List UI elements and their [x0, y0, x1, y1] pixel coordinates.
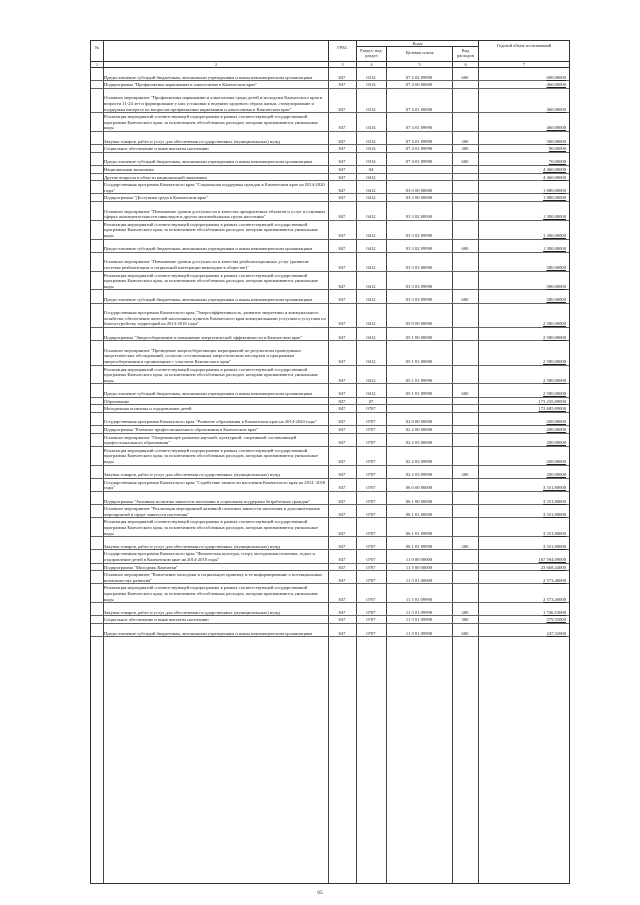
row-name: Молодежная политика и оздоровление детей [104, 406, 192, 412]
row-amount: 167 594,09000 [538, 556, 566, 562]
row-expense-type: 300 [461, 617, 469, 623]
row-name: Подпрограмма "Доступная среда в Камчатском крае" [104, 195, 209, 201]
table-row [91, 89, 569, 113]
table-row [91, 81, 569, 89]
row-razdel: 0314 [366, 74, 376, 80]
table-row [91, 616, 569, 624]
row-grbs: 847 [338, 459, 346, 464]
colnum-6: 6 [452, 62, 478, 68]
table-row [91, 328, 569, 341]
row-grbs: 847 [338, 390, 346, 396]
row-amount: 3 331,80000 [543, 530, 566, 536]
row-target-article: 02 2 03 09990 [405, 459, 433, 464]
row-name: Основное мероприятие "Опережающее развитие научной, культурной, спортивной составляющей профессионального образования" [104, 434, 297, 446]
row-amount: 3 331,80000 [543, 511, 566, 517]
row-razdel: 0412 [366, 334, 376, 340]
table-row [91, 153, 569, 166]
header-cs: Целевая статья [386, 47, 452, 62]
table-row [91, 174, 569, 182]
table-row [91, 384, 569, 397]
row-razdel: 0707 [366, 617, 376, 623]
table-row [91, 166, 569, 174]
row-name: Закупка товаров, работ и услуг для обеспечения государственных (муниципальных) нужд [104, 543, 280, 549]
table-row [91, 405, 569, 413]
row-name: Государственная программа Камчатского края "Физическая культура, спорт, молодежная политика, отдых и оздоровление детей в Камчатском крае на 2014-2018 годы" [104, 551, 315, 562]
row-target-article: 11 5 01 00000 [405, 577, 433, 583]
row-name: Подпрограмма "Молодежь Камчатки" [104, 564, 179, 570]
row-expense-type: 600 [461, 630, 469, 636]
table-row [91, 240, 569, 253]
row-name: Предоставление субсидий бюджетным, автономным учреждениям и иным некоммерческим организациям [104, 246, 313, 252]
row-razdel: 0707 [366, 556, 376, 562]
row-grbs: 847 [338, 146, 346, 152]
row-amount: 1 300,00000 [543, 233, 566, 238]
row-target-article: 07 4 01 09990 [405, 138, 433, 144]
row-amount: 2 580,00000 [543, 390, 566, 396]
row-name: Социальное обеспечение и иные выплаты населению [104, 617, 209, 623]
row-expense-type: 300 [461, 146, 469, 152]
row-name: Реализация мероприятий соответствующей подпрограммы в рамках соответствующей государственной программы Камчатского края, за исключением обособленных расходов, которым присваиваются уникальные коды [104, 114, 318, 131]
table-row [91, 194, 569, 202]
row-target-article: 06 1 01 09990 [405, 530, 433, 536]
row-razdel: 0412 [366, 233, 376, 238]
table-row [91, 113, 569, 132]
row-razdel: 0412 [366, 321, 376, 327]
budget-table [90, 68, 570, 884]
row-amount: 580,00000 [546, 265, 566, 270]
row-grbs: 847 [338, 377, 346, 383]
row-name: Подпрограмма "Энергосбережение и повышение энергетической эффективности в Камчатском крае" [104, 334, 303, 340]
table-row [91, 181, 569, 194]
row-razdel: 0412 [366, 296, 376, 302]
row-target-article: 02 0 00 00000 [405, 419, 433, 425]
row-amount: 2 580,00000 [543, 377, 566, 383]
row-target-article: 05 1 01 09990 [405, 390, 433, 396]
row-target-article: 11 5 00 00000 [405, 564, 433, 570]
header-num: № [94, 45, 100, 50]
row-grbs: 847 [338, 159, 346, 165]
row-amount: 3 331,80000 [543, 543, 566, 549]
row-expense-type: 200 [461, 543, 469, 549]
row-amount: 1 300,00000 [543, 246, 566, 252]
row-name: Образование [104, 398, 130, 404]
row-target-article: 02 2 03 00000 [405, 440, 433, 446]
header-vr: Вид расходов [452, 47, 478, 62]
row-name: Основное мероприятие "Реализация мероприятий активной политики занятости населения и дополнительных мероприятий в сфере занятости населения" [104, 506, 321, 517]
colnum-3: 3 [328, 62, 356, 68]
row-name: Предоставление субсидий бюджетным, автономным учреждениям и иным некоммерческим организациям [104, 296, 313, 302]
row-target-article: 03 3 02 09990 [405, 246, 433, 252]
table-row [91, 603, 569, 616]
row-grbs: 847 [338, 530, 346, 536]
row-grbs: 847 [338, 498, 346, 504]
table-row [91, 202, 569, 221]
table-row [91, 145, 569, 153]
row-grbs: 847 [338, 577, 346, 583]
page-number: 65 [317, 890, 323, 896]
row-amount: 460,00000 [546, 106, 566, 112]
row-amount: 580,00000 [546, 296, 566, 302]
row-name: Основное мероприятие "Проведение энергосберегающих мероприятий по результатам проведенных энергетических обследований, согласно составленным энергетическим паспортам и программам энергосбережения в организациях с участием Камчатского края" [104, 347, 301, 364]
table-row [91, 550, 569, 563]
table-row [91, 564, 569, 572]
row-target-article: 03 3 03 09990 [405, 296, 433, 302]
row-amount: 70,00000 [548, 159, 566, 165]
row-grbs: 847 [338, 214, 346, 220]
row-grbs: 847 [338, 556, 346, 562]
row-razdel: 0707 [366, 577, 376, 583]
row-grbs: 847 [338, 167, 346, 172]
row-grbs: 847 [338, 125, 346, 131]
row-razdel: 0412 [366, 265, 376, 270]
row-razdel: 0314 [366, 159, 376, 165]
table-row [91, 426, 569, 434]
row-amount: 600,00000 [546, 74, 566, 80]
row-grbs: 847 [338, 617, 346, 623]
row-name: Другие вопросы в области национальной экономики [104, 174, 207, 180]
row-name: Основное мероприятие "Профилактика наркомании и алкоголизма среди детей и молодежи Камчатского края в возрасти 11-24 лет и формирование у них установки к ведению здорового образа жизни, стимулирование и поддержка интереса по вопросам профилактики наркомании и алкоголизма в Камчатском крае" [104, 95, 323, 112]
row-razdel: 0707 [366, 543, 376, 549]
row-amount: 200,00000 [546, 419, 566, 425]
table-row [91, 272, 569, 291]
row-amount: 247,32000 [546, 630, 566, 636]
row-razdel: 0412 [366, 390, 376, 396]
row-razdel: 0412 [366, 246, 376, 252]
row-amount: 1 880,00000 [543, 195, 566, 201]
table-row [91, 366, 569, 385]
table-row [91, 479, 569, 492]
row-grbs: 847 [338, 296, 346, 302]
header-codes: Коды [356, 41, 478, 47]
table-row [91, 624, 569, 637]
row-grbs: 847 [338, 334, 346, 340]
row-target-article: 02 2 00 00000 [405, 427, 433, 432]
row-expense-type: 600 [461, 390, 469, 396]
colnum-1: 1 [95, 62, 99, 67]
row-razdel: 0707 [366, 630, 376, 636]
colnum-2: 2 [103, 62, 328, 68]
row-name: Предоставление субсидий бюджетным, автономным учреждениям и иным некоммерческим организациям [104, 630, 313, 636]
row-amount: 460,00000 [546, 125, 566, 131]
row-expense-type: 600 [461, 74, 469, 80]
row-name: Основное мероприятие "Повышение уровня доступности и качества приоритетных объектов и услуг в основных сферах жизнедеятельности инвалидов и других маломобильных групп населения" [104, 208, 326, 220]
row-expense-type: 200 [461, 609, 469, 615]
table-row [91, 447, 569, 466]
row-grbs: 847 [338, 427, 346, 432]
row-name: Социальное обеспечение и иные выплаты населению [104, 146, 209, 152]
row-amount: 4 460,00000 [543, 167, 566, 172]
table-row [91, 398, 569, 406]
row-target-article: 07 4 01 09990 [405, 159, 433, 165]
row-razdel: 0707 [366, 498, 376, 504]
row-amount: 90,00000 [548, 146, 566, 152]
row-amount: 2 580,00000 [543, 358, 566, 364]
row-razdel: 0314 [366, 146, 376, 152]
row-grbs: 847 [338, 609, 346, 615]
row-amount: 173 235,89000 [538, 398, 566, 404]
header-razdel: Раздел, под-раздел [356, 47, 386, 62]
header-name [103, 41, 328, 62]
row-grbs: 847 [338, 440, 346, 446]
row-target-article: 11 5 01 09990 [405, 596, 433, 602]
row-razdel: 0707 [366, 406, 376, 412]
row-target-article: 03 3 02 00000 [405, 214, 433, 220]
row-name: Реализация мероприятий соответствующей подпрограммы в рамках соответствующей государственной программы Камчатского края, за исключением обособленных расходов, которым присваиваются уникальные коды [104, 447, 318, 464]
row-amount: 200,00000 [546, 427, 566, 432]
row-name: Предоставление субсидий бюджетным, автономным учреждениям и иным некоммерческим организациям [104, 159, 313, 165]
colnum-5: 5 [386, 62, 452, 68]
row-name: Реализация мероприятий соответствующей подпрограммы в рамках соответствующей государственной программы Камчатского края, за исключением обособленных расходов, которым присваиваются уникальные коды [104, 272, 318, 289]
row-name: Основное мероприятие "Повышение уровня доступности и качества реабилитационных услуг (развитие системы реабилитации и социальной интеграции инвалидов в обществе)" [104, 259, 309, 270]
row-target-article: 03 3 02 09990 [405, 233, 433, 238]
row-expense-type: 200 [461, 472, 469, 478]
row-grbs: 847 [338, 398, 346, 404]
row-grbs: 847 [338, 630, 346, 636]
row-name: Государственная программа Камчатского края "Содействие занятости населения Камчатского края на 2014 -2018 годы" [104, 479, 326, 491]
row-target-article: 03 3 03 00000 [405, 265, 433, 270]
table-row [91, 132, 569, 145]
row-grbs: 847 [338, 74, 346, 80]
row-name: Реализация мероприятий соответствующей подпрограммы в рамках соответствующей государственной программы Камчатского края, за исключением обособленных расходов, которым присваиваются уникальные коды [104, 519, 318, 536]
row-name: Национальная экономика [104, 167, 154, 172]
row-name: Государственная программа Камчатского края "Энергоэффективность, развитие энергетики и коммунального хозяйства, обеспечение жителей населенных пунктов Камчатского края коммунальными услугами и услугами по благоустройству территорий на 2014-2018 годы" [104, 310, 326, 327]
row-target-article: 07 4 01 09990 [405, 146, 433, 152]
row-razdel: 0314 [366, 138, 376, 144]
table-row [91, 466, 569, 479]
row-name: Подпрограмма "Развитие профессионального образования в Камчатском крае" [104, 427, 259, 432]
row-amount: 172 685,89000 [538, 406, 566, 412]
row-amount: 1 300,00000 [543, 214, 566, 220]
row-name: Закупка товаров, работ и услуг для обеспечения государственных (муниципальных) нужд [104, 472, 280, 478]
row-target-article: 03 3 03 09990 [405, 283, 433, 289]
table-row [91, 304, 569, 328]
row-target-article: 11 5 01 09990 [405, 617, 433, 623]
header-sum: Годовой объем ассигнований [478, 41, 569, 62]
table-row [91, 434, 569, 447]
row-razdel: 0314 [366, 82, 376, 88]
table-row [91, 253, 569, 272]
table-row [91, 413, 569, 426]
row-name: Подпрограмма "Активная политика занятости населения и социальная поддержка безработных граждан" [104, 498, 311, 504]
row-amount: 200,00000 [546, 472, 566, 478]
row-razdel: 04 [368, 167, 374, 172]
row-name: Государственная программа Камчатского края "Развитие образования в Камчатском крае на 2014-2020 годы" [104, 419, 318, 425]
row-razdel: 0412 [366, 187, 376, 193]
row-grbs: 847 [338, 406, 346, 412]
row-amount: 200,00000 [546, 440, 566, 446]
row-target-article: 03 0 00 00000 [405, 187, 433, 193]
row-grbs: 847 [338, 419, 346, 425]
row-name: Основное мероприятие "Вовлечение молодежи в социальную практику и ее информирование о потенциальных возможностях развития" [104, 572, 323, 583]
table-row [91, 68, 569, 81]
row-amount: 1 880,00000 [543, 187, 566, 193]
header-grbs: ГРБС [328, 41, 356, 62]
row-target-article: 11 5 01 09990 [405, 609, 433, 615]
row-amount: 2 573,40000 [543, 596, 566, 602]
row-name: Подпрограмма "Профилактика наркомании и алкоголизма в Камчатском крае" [104, 82, 258, 88]
row-grbs: 847 [338, 472, 346, 478]
row-grbs: 847 [338, 233, 346, 238]
row-name: Предоставление субсидий бюджетным, автономным учреждениям и иным некоммерческим организациям [104, 390, 313, 396]
table-header [90, 40, 570, 62]
row-target-article: 06 0 00 00000 [405, 485, 433, 491]
row-amount: 2 573,40000 [543, 577, 566, 583]
row-grbs: 847 [338, 564, 346, 570]
row-razdel: 0707 [366, 564, 376, 570]
row-target-article: 05 1 01 09990 [405, 377, 433, 383]
row-target-article: 07 4 01 00000 [405, 106, 433, 112]
row-razdel: 0707 [366, 459, 376, 464]
row-grbs: 847 [338, 82, 346, 88]
row-razdel: 0707 [366, 609, 376, 615]
row-target-article: 06 1 01 09990 [405, 543, 433, 549]
row-grbs: 847 [338, 543, 346, 549]
row-razdel: 0412 [366, 214, 376, 220]
row-amount: 300,00000 [546, 138, 566, 144]
row-razdel: 0707 [366, 530, 376, 536]
row-razdel: 0412 [366, 174, 376, 180]
row-amount: 460,00000 [546, 82, 566, 88]
colnum-4: 4 [356, 62, 386, 68]
row-razdel: 0707 [366, 596, 376, 602]
row-target-article: 03 3 00 00000 [405, 195, 433, 201]
row-grbs: 847 [338, 321, 346, 327]
row-name: Предоставление субсидий бюджетным, автономным учреждениям и иным некоммерческим организациям [104, 74, 313, 80]
row-expense-type: 600 [461, 296, 469, 302]
row-target-article: 05 1 00 00000 [405, 334, 433, 340]
row-name: Закупка товаров, работ и услуг для обеспечения государственных (муниципальных) нужд [104, 609, 280, 615]
row-razdel: 0707 [366, 511, 376, 517]
row-grbs: 847 [338, 187, 346, 193]
row-target-article: 05 0 00 00000 [405, 321, 433, 327]
row-name: Реализация мероприятий соответствующей подпрограммы в рамках соответствующей государственной программы Камчатского края, за исключением обособленных расходов, которым присваиваются уникальные коды [104, 585, 318, 602]
row-expense-type: 200 [461, 138, 469, 144]
table-row [91, 518, 569, 537]
row-target-article: 05 1 01 00000 [405, 358, 433, 364]
row-grbs: 847 [338, 174, 346, 180]
table-row [91, 290, 569, 303]
row-amount: 2 580,00000 [543, 321, 566, 327]
row-grbs: 847 [338, 265, 346, 270]
table-row [91, 537, 569, 550]
row-target-article: 06 1 01 00000 [405, 511, 433, 517]
table-row [91, 505, 569, 518]
row-amount: 2 580,00000 [543, 334, 566, 340]
row-razdel: 0707 [366, 440, 376, 446]
table-row [91, 571, 569, 584]
row-expense-type: 600 [461, 246, 469, 252]
row-target-article: 07 4 01 09990 [405, 125, 433, 131]
row-grbs: 847 [338, 138, 346, 144]
row-expense-type: 600 [461, 159, 469, 165]
row-name: Государственная программа Камчатского края "Социальная поддержка граждан в Камчатском крае на 2014-2020 годы" [104, 182, 325, 193]
row-razdel: 0707 [366, 427, 376, 432]
row-razdel: 07 [368, 398, 374, 404]
row-grbs: 847 [338, 485, 346, 491]
table-row [91, 584, 569, 603]
row-razdel: 0314 [366, 106, 376, 112]
row-razdel: 0412 [366, 358, 376, 364]
row-target-article: 06 1 00 00000 [405, 498, 433, 504]
row-name: Реализация мероприятий соответствующей подпрограммы в рамках соответствующей государственной программы Камчатского края, за исключением обособленных расходов, которым присваиваются уникальные коды [104, 221, 318, 238]
row-grbs: 847 [338, 106, 346, 112]
row-grbs: 847 [338, 511, 346, 517]
row-grbs: 847 [338, 283, 346, 289]
row-amount: 23 668,44000 [540, 564, 566, 570]
row-target-article: 07 4 00 00000 [405, 82, 433, 88]
row-amount: 200,00000 [546, 459, 566, 464]
row-amount: 1 746,53000 [543, 609, 566, 615]
column-numbers-row [90, 61, 570, 68]
row-grbs: 847 [338, 195, 346, 201]
row-amount: 3 331,80000 [543, 498, 566, 504]
row-razdel: 0412 [366, 283, 376, 289]
row-target-article: 11 5 01 09990 [405, 630, 433, 636]
row-grbs: 847 [338, 358, 346, 364]
row-razdel: 0412 [366, 377, 376, 383]
colnum-7: 7 [478, 62, 569, 68]
row-razdel: 0314 [366, 125, 376, 131]
row-name: Закупка товаров, работ и услуг для обеспечения государственных (муниципальных) нужд [104, 138, 280, 144]
row-razdel: 0412 [366, 195, 376, 201]
row-amount: 580,00000 [546, 283, 566, 289]
row-grbs: 847 [338, 596, 346, 602]
row-target-article: 02 2 03 09990 [405, 472, 433, 478]
row-target-article: 11 0 00 00000 [405, 556, 433, 562]
row-amount: 579,55000 [546, 617, 566, 623]
row-razdel: 0707 [366, 419, 376, 425]
row-name: Реализация мероприятий соответствующей подпрограммы в рамках соответствующей государственной программы Камчатского края, за исключением обособленных расходов, которым присваиваются уникальные коды [104, 366, 318, 383]
table-row [91, 341, 569, 365]
table-row [91, 221, 569, 240]
row-razdel: 0707 [366, 472, 376, 478]
row-grbs: 847 [338, 246, 346, 252]
row-target-article: 07 2 02 09990 [405, 74, 433, 80]
table-row [91, 492, 569, 505]
row-amount: 3 331,80000 [543, 485, 566, 491]
row-amount: 4 460,00000 [543, 174, 566, 180]
row-razdel: 0707 [366, 485, 376, 491]
